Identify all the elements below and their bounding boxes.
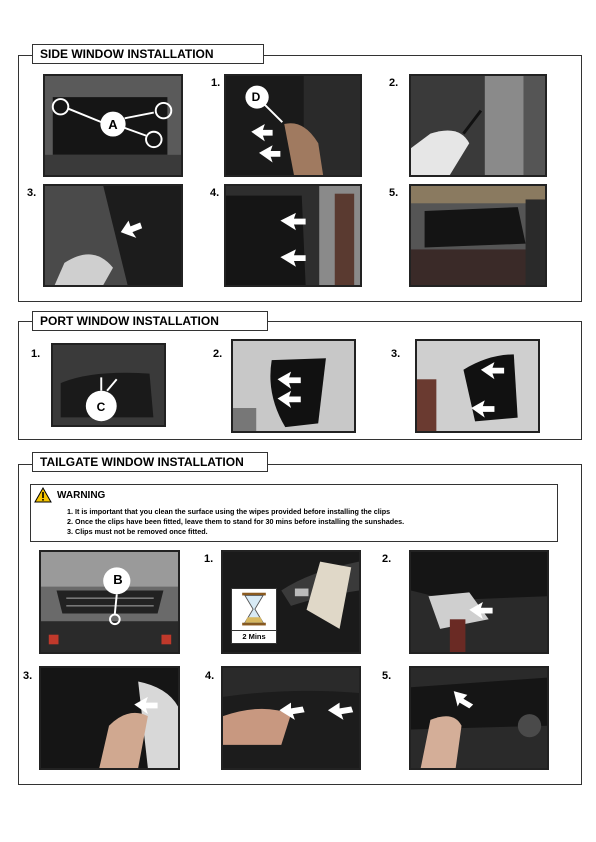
timer-label: 2 Mins [231, 630, 277, 644]
side-step-3-number: 3. [27, 187, 37, 199]
callout-b: B [113, 572, 123, 587]
tailgate-photo-step-2 [409, 550, 549, 654]
port-step-2-number: 2. [213, 348, 223, 360]
side-step-1-number: 1. [211, 77, 221, 89]
tailgate-photo-step-5 [409, 666, 549, 770]
warning-box [30, 484, 558, 542]
side-photo-step-5 [409, 184, 547, 287]
warning-list [49, 507, 404, 537]
side-photo-step-3 [43, 184, 183, 287]
side-photo-step-1 [224, 74, 362, 177]
side-photo-step-2 [409, 74, 547, 177]
side-step-4-number: 4. [210, 187, 220, 199]
side-photo-step-4 [224, 184, 362, 287]
callout-d: D [251, 90, 261, 104]
tailgate-step-1-number: 1. [204, 553, 214, 565]
port-step-1-number: 1. [31, 348, 41, 360]
port-step-3-number: 3. [391, 348, 401, 360]
tailgate-photo-step-3 [39, 666, 180, 770]
tailgate-step-4-number: 4. [205, 670, 215, 682]
port-photo-step-2 [231, 339, 356, 433]
warning-item: 2. Once the clips have been fitted, leave them to stand for 30 mins before installing the sunshades. [75, 517, 404, 527]
tailgate-photo-step-4 [221, 666, 361, 770]
side-window-title: SIDE WINDOW INSTALLATION [32, 44, 264, 64]
callout-a: A [108, 117, 118, 132]
tailgate-window-title: TAILGATE WINDOW INSTALLATION [32, 452, 268, 472]
port-photo-step-3 [415, 339, 540, 433]
port-window-title: PORT WINDOW INSTALLATION [32, 311, 268, 331]
callout-c: C [96, 400, 106, 414]
side-step-5-number: 5. [389, 187, 399, 199]
tailgate-step-5-number: 5. [382, 670, 392, 682]
warning-item: 3. Clips must not be removed once fitted. [75, 527, 404, 537]
port-photo-step-1 [51, 343, 166, 427]
warning-icon [34, 487, 52, 503]
tailgate-step-2-number: 2. [382, 553, 392, 565]
tailgate-step-3-number: 3. [23, 670, 33, 682]
tailgate-photo-overview [39, 550, 180, 654]
warning-title: WARNING [57, 490, 106, 501]
warning-item: 1. It is important that you clean the surface using the wipes provided before installing the clips [75, 507, 404, 517]
side-step-2-number: 2. [389, 77, 399, 89]
